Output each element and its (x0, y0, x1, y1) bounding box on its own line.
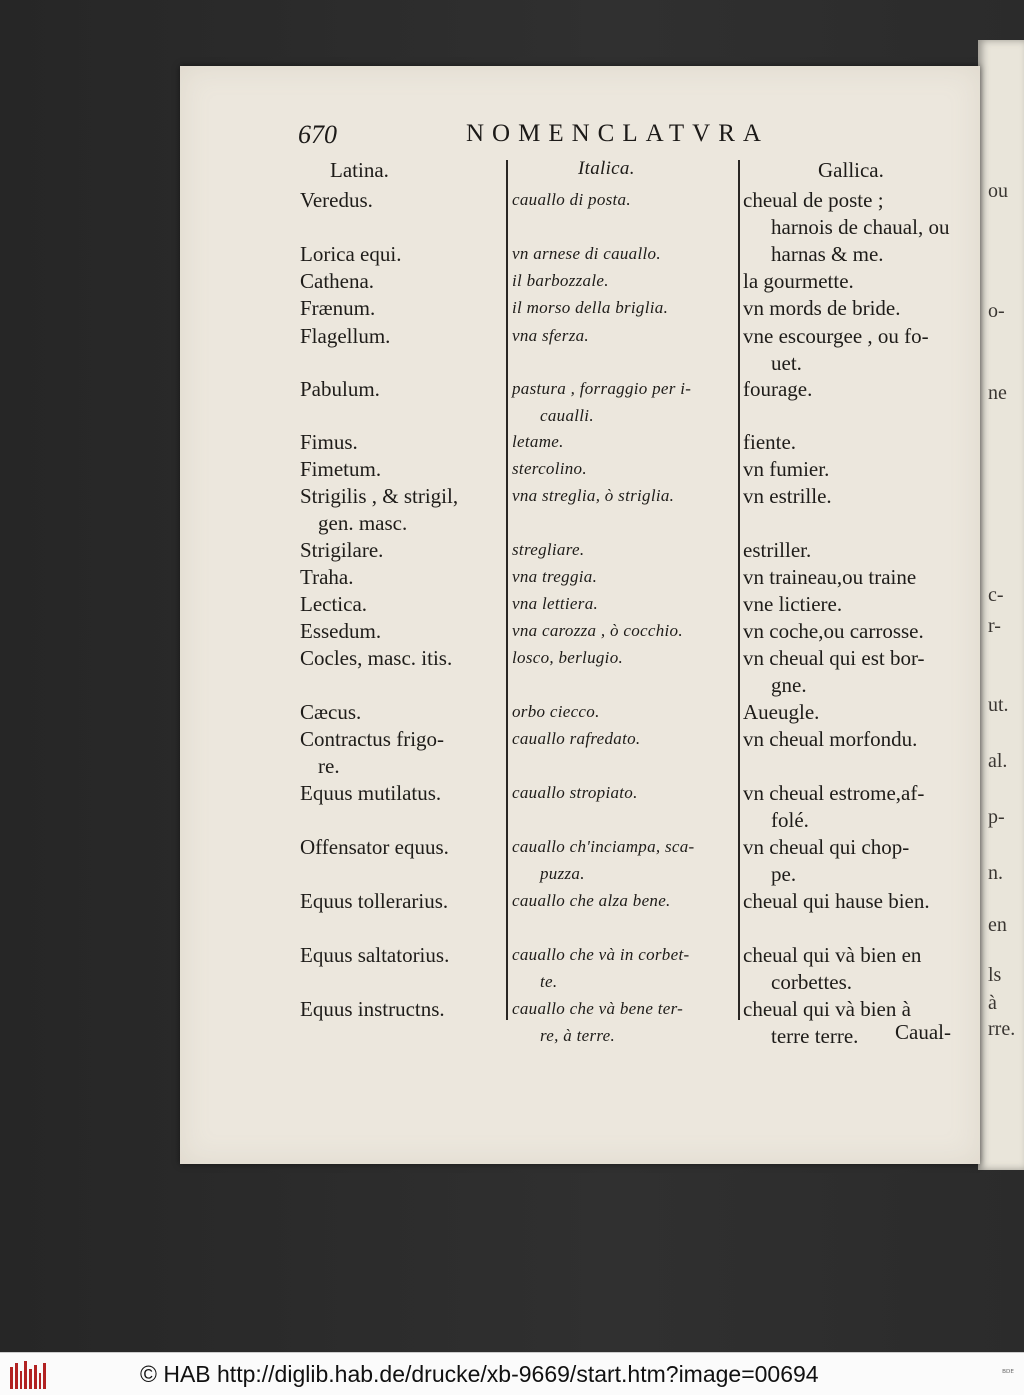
cell-latin: Fimetum. (300, 457, 382, 481)
cell-latin: Cæcus. (300, 700, 362, 724)
cell-french: vne lictiere. (743, 592, 843, 616)
cell-italian: stregliare. (512, 540, 585, 559)
cell-italian: re, à terre. (540, 1026, 616, 1045)
column-rule-right (738, 160, 740, 1020)
page-number: 670 (298, 120, 337, 149)
cell-french: cheual qui và bien à (743, 997, 911, 1021)
cell-italian: te. (540, 972, 558, 991)
cell-french: gne. (771, 673, 807, 697)
adjacent-page-fragment: à (988, 992, 997, 1014)
cell-latin: Cocles, masc. itis. (300, 646, 453, 670)
cell-italian: orbo ciecco. (512, 702, 600, 721)
adjacent-page-fragment: n. (988, 862, 1003, 884)
cell-latin: Equus tollerarius. (300, 889, 449, 913)
adjacent-page-fragment: en (988, 914, 1007, 936)
cell-latin: Strigilis , & strigil, (300, 484, 459, 508)
cell-italian: vna sferza. (512, 326, 589, 345)
cell-italian: vna streglia, ò striglia. (512, 486, 675, 505)
cell-italian: stercolino. (512, 459, 587, 478)
adjacent-page-fragment: o- (988, 300, 1005, 322)
cell-french: uet. (771, 351, 802, 375)
column-head-italian: Italica. (578, 158, 635, 179)
cell-italian: il morso della briglia. (512, 298, 669, 317)
adjacent-page-fragment: ls (988, 964, 1002, 986)
cell-french: terre terre. (771, 1024, 859, 1048)
footer-bar (0, 1352, 1024, 1395)
adjacent-page-fragment: ou (988, 180, 1008, 202)
adjacent-page-fragment: c- (988, 584, 1004, 606)
cell-latin: Veredus. (300, 188, 373, 212)
cell-latin: Offensator equus. (300, 835, 449, 859)
cell-latin: Cathena. (300, 269, 375, 293)
cell-french: cheual qui hause bien. (743, 889, 930, 913)
cell-latin: Lorica equi. (300, 242, 402, 266)
cell-italian: cauallo di posta. (512, 190, 631, 209)
cell-french: vn cheual qui est bor- (743, 646, 925, 670)
cell-italian: cauallo che và in corbet- (512, 945, 690, 964)
cell-italian: cauallo rafredato. (512, 729, 641, 748)
catchword: Caual- (895, 1020, 951, 1044)
column-head-latin: Latina. (330, 158, 389, 182)
cell-french: harnas & me. (771, 242, 884, 266)
column-head-french: Gallica. (818, 158, 884, 182)
cell-italian: vna treggia. (512, 567, 598, 586)
cell-french: vn estrille. (743, 484, 832, 508)
copyright-url: © HAB http://diglib.hab.de/drucke/xb-9669/start.htm?image=00694 (140, 1361, 819, 1387)
adjacent-page-fragment: ut. (988, 694, 1009, 716)
cell-italian: puzza. (540, 864, 585, 883)
footer-mark: ᴮᴰᴱ (1002, 1369, 1014, 1379)
cell-french: vn coche,ou carrosse. (743, 619, 924, 643)
cell-french: fourage. (743, 377, 813, 401)
adjacent-page-fragment: rre. (988, 1018, 1016, 1040)
cell-french: vn traineau,ou traine (743, 565, 917, 589)
cell-italian: vna lettiera. (512, 594, 599, 613)
cell-latin: Traha. (300, 565, 354, 589)
cell-french: vn fumier. (743, 457, 830, 481)
cell-latin: Equus mutilatus. (300, 781, 442, 805)
cell-french: vn mords de bride. (743, 296, 901, 320)
cell-french: estriller. (743, 538, 812, 562)
cell-italian: pastura , forraggio per i- (512, 379, 692, 398)
cell-french: cheual de poste ; (743, 188, 884, 212)
cell-italian: losco, berlugio. (512, 648, 624, 667)
cell-italian: cauallo ch'inciampa, sca- (512, 837, 695, 856)
cell-french: vne escourgee , ou fo- (743, 324, 929, 348)
adjacent-page-fragment: ne (988, 382, 1007, 404)
cell-latin: Frænum. (300, 296, 376, 320)
cell-italian: il barbozzale. (512, 271, 609, 290)
cell-italian: letame. (512, 432, 564, 451)
cell-latin: Contractus frigo- (300, 727, 445, 751)
cell-french: la gourmette. (743, 269, 854, 293)
cell-french: pe. (771, 862, 797, 886)
cell-french: corbettes. (771, 970, 853, 994)
cell-italian: cauallo stropiato. (512, 783, 638, 802)
cell-italian: vna carozza , ò cocchio. (512, 621, 683, 640)
adjacent-page-fragment: r- (988, 615, 1001, 637)
cell-french: fiente. (743, 430, 797, 454)
cell-french: harnois de chaual, ou (771, 215, 950, 239)
column-rule-left (506, 160, 508, 1020)
cell-latin: Pabulum. (300, 377, 380, 401)
adjacent-page-fragment: al. (988, 750, 1008, 772)
cell-french: folé. (771, 808, 809, 832)
adjacent-page-fragment: p- (988, 806, 1005, 828)
cell-italian: vn arnese di cauallo. (512, 244, 661, 263)
cell-latin: Flagellum. (300, 324, 391, 348)
cell-french: Aueugle. (743, 700, 820, 724)
cell-italian: cauallo che alza bene. (512, 891, 671, 910)
cell-latin: Strigilare. (300, 538, 384, 562)
cell-italian: cauallo che và bene ter- (512, 999, 684, 1018)
cell-latin: Fimus. (300, 430, 358, 454)
cell-french: vn cheual estrome,af- (743, 781, 925, 805)
cell-italian: caualli. (540, 406, 594, 425)
cell-latin: re. (318, 754, 340, 778)
adjacent-page-edge (978, 40, 1024, 1170)
cell-latin: gen. masc. (318, 511, 408, 535)
page-header (298, 118, 988, 154)
cell-latin: Equus saltatorius. (300, 943, 450, 967)
running-title: NOMENCLATVRA (466, 120, 769, 147)
cell-french: vn cheual qui chop- (743, 835, 910, 859)
cell-french: cheual qui và bien en (743, 943, 922, 967)
cell-latin: Equus instructns. (300, 997, 445, 1021)
cell-latin: Essedum. (300, 619, 382, 643)
cell-french: vn cheual morfondu. (743, 727, 918, 751)
hab-logo-icon (10, 1359, 46, 1389)
cell-latin: Lectica. (300, 592, 368, 616)
